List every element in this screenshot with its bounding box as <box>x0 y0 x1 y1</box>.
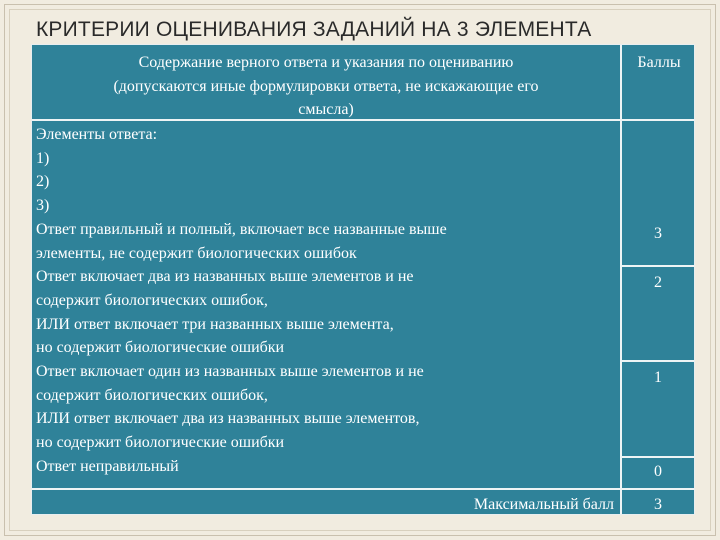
body-line: 1) <box>36 149 50 167</box>
score-divider-1 <box>622 265 694 267</box>
header-line: смысла) <box>298 101 354 119</box>
body-line: ИЛИ ответ включает три названных выше элемента, <box>36 315 394 333</box>
header-line: (допускаются иные формулировки ответа, не искажающие его <box>113 77 539 95</box>
criteria-table <box>31 44 695 515</box>
body-line: содержит биологических ошибок, <box>36 386 268 404</box>
max-score-label: Максимальный балл <box>473 496 614 513</box>
header-criteria <box>36 51 616 122</box>
body-line: но содержит биологические ошибки <box>36 339 285 357</box>
body-line: Ответ неправильный <box>36 457 179 475</box>
body-line: Ответ правильный и полный, включает все названные выше <box>36 220 447 238</box>
body-line: но содержит биологические ошибки <box>36 434 285 452</box>
column-divider <box>620 45 622 514</box>
body-line: 3) <box>36 197 50 215</box>
score-divider-3 <box>622 456 694 458</box>
score-two-elements: 2 <box>654 274 662 291</box>
header-line: Содержание верного ответа и указания по оцениванию <box>138 54 514 71</box>
max-score-value: 3 <box>654 496 662 513</box>
criteria-body <box>36 123 618 479</box>
body-line: Элементы ответа: <box>36 126 158 143</box>
body-line: Ответ включает два из названных выше элементов и не <box>36 268 414 286</box>
body-line: элементы, не содержит биологических ошибок <box>36 244 357 262</box>
body-line: содержит биологических ошибок, <box>36 291 268 309</box>
slide-title: КРИТЕРИИ ОЦЕНИВАНИЯ ЗАДАНИЙ НА 3 ЭЛЕМЕНТА <box>36 18 592 41</box>
score-full: 3 <box>654 225 662 242</box>
header-score-label: Баллы <box>637 54 681 71</box>
score-divider-2 <box>622 360 694 362</box>
score-one-element: 1 <box>654 369 662 386</box>
footer-divider <box>32 488 694 490</box>
body-line: ИЛИ ответ включает два из названных выше элементов, <box>36 410 420 428</box>
body-line: 2) <box>36 173 50 191</box>
score-wrong: 0 <box>654 463 662 480</box>
body-line: Ответ включает один из названных выше элементов и не <box>36 363 424 381</box>
